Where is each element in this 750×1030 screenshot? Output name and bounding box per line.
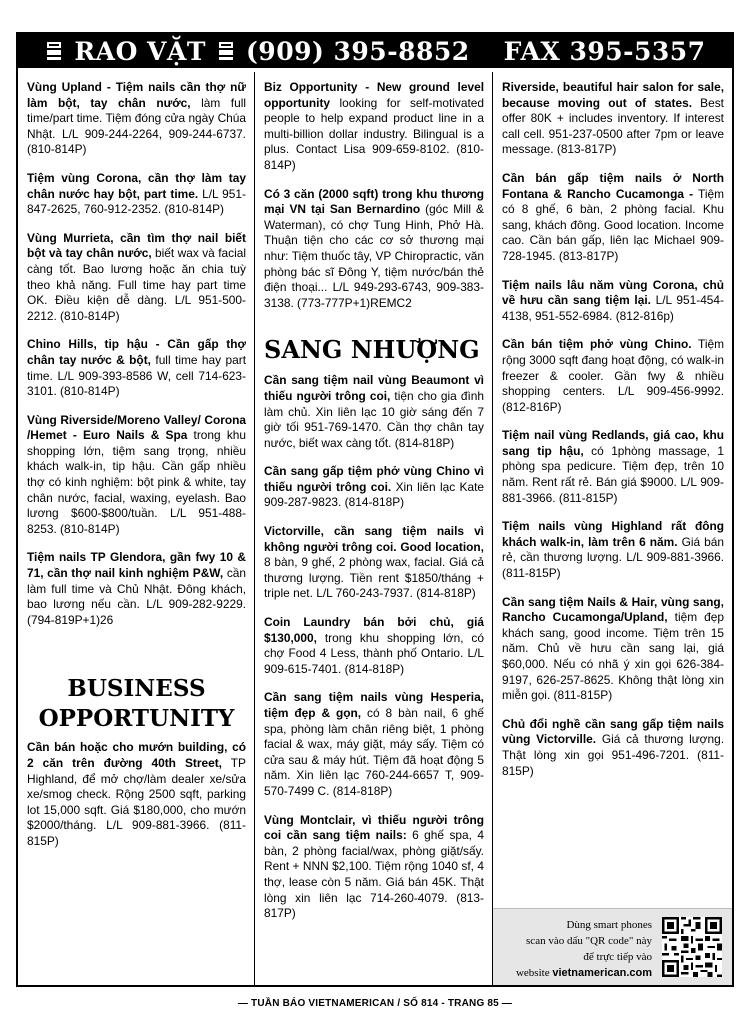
ad-headline: Tiệm nails lâu năm vùng Corona, chủ về hưu cần sang tiệm lại. — [502, 277, 724, 308]
ad-headline: Cần sang tiệm Nails & Hair, vùng sang, Rancho Cucamonga/Upland, — [502, 594, 724, 625]
classified-ad — [264, 80, 484, 174]
ad-body: full time hay part time. L/L 909-393-8586 W, cell 714-623-3101. (810-814P) — [27, 352, 246, 399]
ad-body: có 8 bàn nail, 6 ghế spa, phòng làm chân riêng biệt, 1 phòng facial & wax, máy giặt, máy sấy. Tiệm có cửa sau & máy hút. Tiệm đã hoạt động 5 năm. Xin liên lạc 760-244-6657 T, 909-570-7499 C. (814-818P) — [264, 706, 484, 798]
qr-line: scan vào dấu "QR code" này — [526, 935, 652, 947]
ad-body: Tiệm có 8 ghế, 6 bàn, 2 phòng facial. Khu sang, khách đông. Good location. Income cao. Cần bán gấp, liên lạc Michael 909-728-1945. (813-817P) — [502, 186, 725, 263]
classified-ad — [27, 80, 246, 158]
printer-icon — [218, 41, 234, 61]
classified-ad — [502, 519, 724, 581]
qr-line: để trực tiếp vào — [583, 951, 652, 963]
classified-ad — [264, 464, 484, 511]
ad-body: có 1phòng massage, 1 phòng spa pedicure. Tiệm đẹp, trên 10 năm. Rent rất rẻ. Bán giá $9000. L/L 909-881-3966. (811-815P) — [502, 443, 724, 505]
ad-headline: Coin Laundry bán bởi chủ, giá $130,000, — [264, 615, 484, 645]
printer-icon — [46, 41, 62, 61]
ad-headline: Tiệm nails TP Glendora, gần fwy 10 & 71, cần thợ nail kinh nghiệm P&W, — [27, 550, 246, 581]
classified-ad — [264, 813, 484, 922]
ad-body: L/L 951-454-4138, 951-552-6984. (812-816p) — [502, 293, 724, 323]
ad-headline: Vùng Riverside/Moreno Valley/ Corona /Hemet - Euro Nails & Spa — [27, 412, 246, 443]
ad-body: (góc Mill & Waterman), có chợ Tung Hinh, Phở Hà. Thuận tiện cho các cơ sở thương mại như: Tiệm thuốc tây, VP Chiropractic, văn phòng bác sĩ Đông Y, tiệm nước/bán thẻ điện thoại... L/L 949-293-6743, 909-383-3138. (773-777P+1)REMC2 — [264, 202, 484, 310]
ad-headline: Chủ đổi nghề cần sang gấp tiệm nails vùng Victorville. — [502, 716, 724, 747]
classified-ad — [502, 80, 724, 158]
qr-promo-box — [493, 908, 732, 985]
section-heading-sang-nhuong: SANG NHƯỢNG — [264, 335, 480, 365]
classified-ad — [264, 187, 484, 312]
header-phone: (909) 395-8852 — [245, 36, 470, 66]
ad-body: Tiệm rộng 3000 sqft đang hoạt động, có walk-in freezer & cooler. Gần fwy & nhiều shopping centers. L/L 909-456-9992. (812-816P) — [502, 337, 724, 414]
column-2 — [255, 72, 493, 985]
qr-line — [516, 965, 652, 981]
qr-promo-text — [516, 917, 652, 981]
classified-ad — [27, 171, 246, 218]
ad-list — [27, 740, 246, 849]
ad-list — [502, 80, 724, 779]
qr-line: Dùng smart phones — [566, 919, 652, 931]
ad-headline: Riverside, beautiful hair salon for sale, because moving out of states. — [502, 80, 724, 110]
ad-body: Xin liên lạc Kate 909-287-9823. (814-818P) — [264, 479, 484, 510]
classifieds-page — [16, 32, 734, 987]
ad-body: tiệm đẹp khách sang, good income. Tiệm trên 15 năm. Chủ về hưu cần sang lại, giá $60,000. Nếu có nhã ý xin gọi 626-384-9197, 626-257-8625. Không thật lòng xin miễn gọi. (811-815P) — [502, 610, 724, 703]
ad-headline: Victorville, cần sang tiệm nails vì không người trông coi. Good location, — [264, 524, 484, 554]
classified-ad — [264, 615, 484, 677]
ad-body: Giá bán rẻ, cần thương lượng. L/L 909-881-3966. (811-815P) — [502, 534, 725, 581]
classified-ad — [27, 231, 246, 325]
column-1 — [18, 72, 255, 985]
classified-ad — [27, 740, 246, 849]
ad-headline: Vùng Upland - Tiệm nails cần thợ nữ làm bột, tay chân nước, — [27, 80, 246, 110]
ad-body: trong khu shopping lớn, có chợ Food 4 Less, thành phố Ontario. L/L 909-615-7401. (814-818P) — [264, 630, 484, 676]
section-heading-business: BUSINESS OPPORTUNITY — [38, 675, 235, 733]
qr-code-icon[interactable] — [662, 917, 722, 977]
classified-ad — [264, 524, 484, 602]
ad-headline: Vùng Montclair, vì thiếu người trông coi cần sang tiệm nails: — [264, 812, 484, 843]
ad-headline: Có 3 căn (2000 sqft) trong khu thương mại VN tại San Bernardino — [264, 186, 484, 217]
column-3 — [493, 72, 732, 985]
ad-list — [264, 80, 484, 311]
ad-body: TP Highland, để mở chợ/làm dealer xe/sửa xe/smog check. Rộng 2500 sqft, parking lot 15,000 sqft. Giá $180,000, cho mướn $2000/tháng. L/L 909-881-3966. (811-815P) — [27, 756, 246, 848]
ad-headline: Tiệm vùng Corona, cần thợ làm tay chân nước hay bột, part time. — [27, 170, 246, 201]
ad-body: biết wax và facial càng tốt. Bao lương hoặc ăn chia tuỳ theo khả năng. Full time hay part time OK. Điều kiện dễ dàng. L/L 951-500-2212. (810-814P) — [27, 246, 246, 323]
ad-list — [27, 80, 246, 628]
header-banner — [18, 34, 732, 68]
ad-headline: Vùng Murrieta, cần tìm thợ nail biết bột và tay chân nước, — [27, 230, 246, 261]
ad-headline: Tiệm nail vùng Redlands, giá cao, khu sang tip hậu, — [502, 428, 724, 458]
ad-body: cần làm full time và Chủ Nhật. Đông khách, bao lương nếu cần. L/L 909-282-9229. (794-819P+1)26 — [27, 566, 246, 627]
classified-ad — [502, 278, 724, 325]
ad-body: L/L 951-847-2625, 760-912-2352. (810-814P) — [27, 186, 246, 217]
ad-headline: Tiệm nails vùng Highland rất đông khách walk-in, làm trên 6 năm. — [502, 519, 724, 549]
header-fax: FAX 395-5357 — [503, 36, 706, 66]
ad-body: Giá cả thương lượng. Thật lòng xin gọi 951-496-7201. (811-815P) — [502, 732, 724, 778]
classified-ad — [27, 413, 246, 538]
page-footer: — TUẦN BÁO VIETNAMERICAN / SỐ 814 - TRANG 85 — — [237, 998, 513, 1009]
qr-line-prefix: website — [515, 967, 553, 979]
classified-ad — [502, 337, 724, 415]
ad-headline: Chino Hills, tip hậu - Cần gấp thợ chân tay nước & bột, — [27, 337, 246, 367]
classified-ad — [264, 690, 484, 799]
classified-ad — [502, 595, 724, 704]
ad-headline: Cần sang tiệm nails vùng Hesperia, tiệm đẹp & gọn, — [264, 690, 484, 720]
classified-ad — [502, 717, 724, 779]
ad-headline: Cần bán tiệm phở vùng Chino. — [502, 337, 692, 352]
ad-headline: Cần bán gấp tiệm nails ở North Fontana & Rancho Cucamonga - — [502, 170, 724, 201]
ad-body: Best offer 80K + includes inventory. If interest call cell. 951-237-0500 after 7pm or leave message. (813-817P) — [502, 95, 724, 157]
ad-headline: Cần sang gấp tiệm phở vùng Chino vì thiếu người trông coi. — [264, 464, 484, 494]
classified-ad — [264, 373, 484, 451]
header-title: RAO VẶT — [74, 36, 206, 66]
ad-headline: Biz Opportunity - New ground level opportunity — [264, 80, 484, 110]
classified-ad — [502, 171, 724, 265]
website-link[interactable]: vietnamerican.com — [552, 967, 652, 979]
classified-ad — [27, 337, 246, 399]
ad-list — [264, 373, 484, 921]
ad-body: looking for self-motivated people to help expand product line in a multi-billion dollar industry. Bilingual is a plus. Contact Lisa 909-659-8102. (810-814P) — [264, 95, 484, 172]
ad-headline: Cần sang tiệm nail vùng Beaumont vì thiếu người trông coi, — [264, 373, 484, 403]
classified-ad — [27, 550, 246, 628]
ad-headline: Cần bán hoặc cho mướn building, có 2 căn trên đường 40th Street, — [27, 740, 246, 770]
ad-body: tiện cho gia đình làm chủ. Xin liên lạc 10 giờ sáng đến 7 giờ tối 951-769-1470. Cần thợ chân tay nước, biết wax càng tốt. (814-818P) — [264, 388, 484, 450]
ad-body: 8 bàn, 9 ghế, 2 phòng wax, facial. Giá cả thương lượng. Tiền rent $1850/tháng + triple net. L/L 760-243-7937. (814-818P) — [264, 555, 484, 601]
ad-body: làm full time/part time. Tiệm đóng cửa ngày Chúa Nhật. L/L 909-244-2264, 909-244-6737. (810-814P) — [27, 95, 246, 157]
ad-body: trong khu shopping lớn, tiệm sang trọng, nhiều khách walk-in, tip hậu. Cần gấp nhiều thợ có kinh nghiệm: bột pink & white, tay chân nước, facial, waxing, eyelash. Bao lương $600-$800/tuần. L/L 951-488-8253. (810-814P) — [27, 428, 246, 536]
classified-ad — [502, 428, 724, 506]
ad-body: 6 ghế spa, 4 bàn, 2 phòng facial/wax, phòng giặt/sấy. Rent + NNN $2,100. Tiệm rộng 1040 sf, 4 thợ, lease còn 5 năm. Giá bán 45K. Thật lòng xin liên lạc 714-260-4079. (813-817P) — [264, 828, 484, 921]
